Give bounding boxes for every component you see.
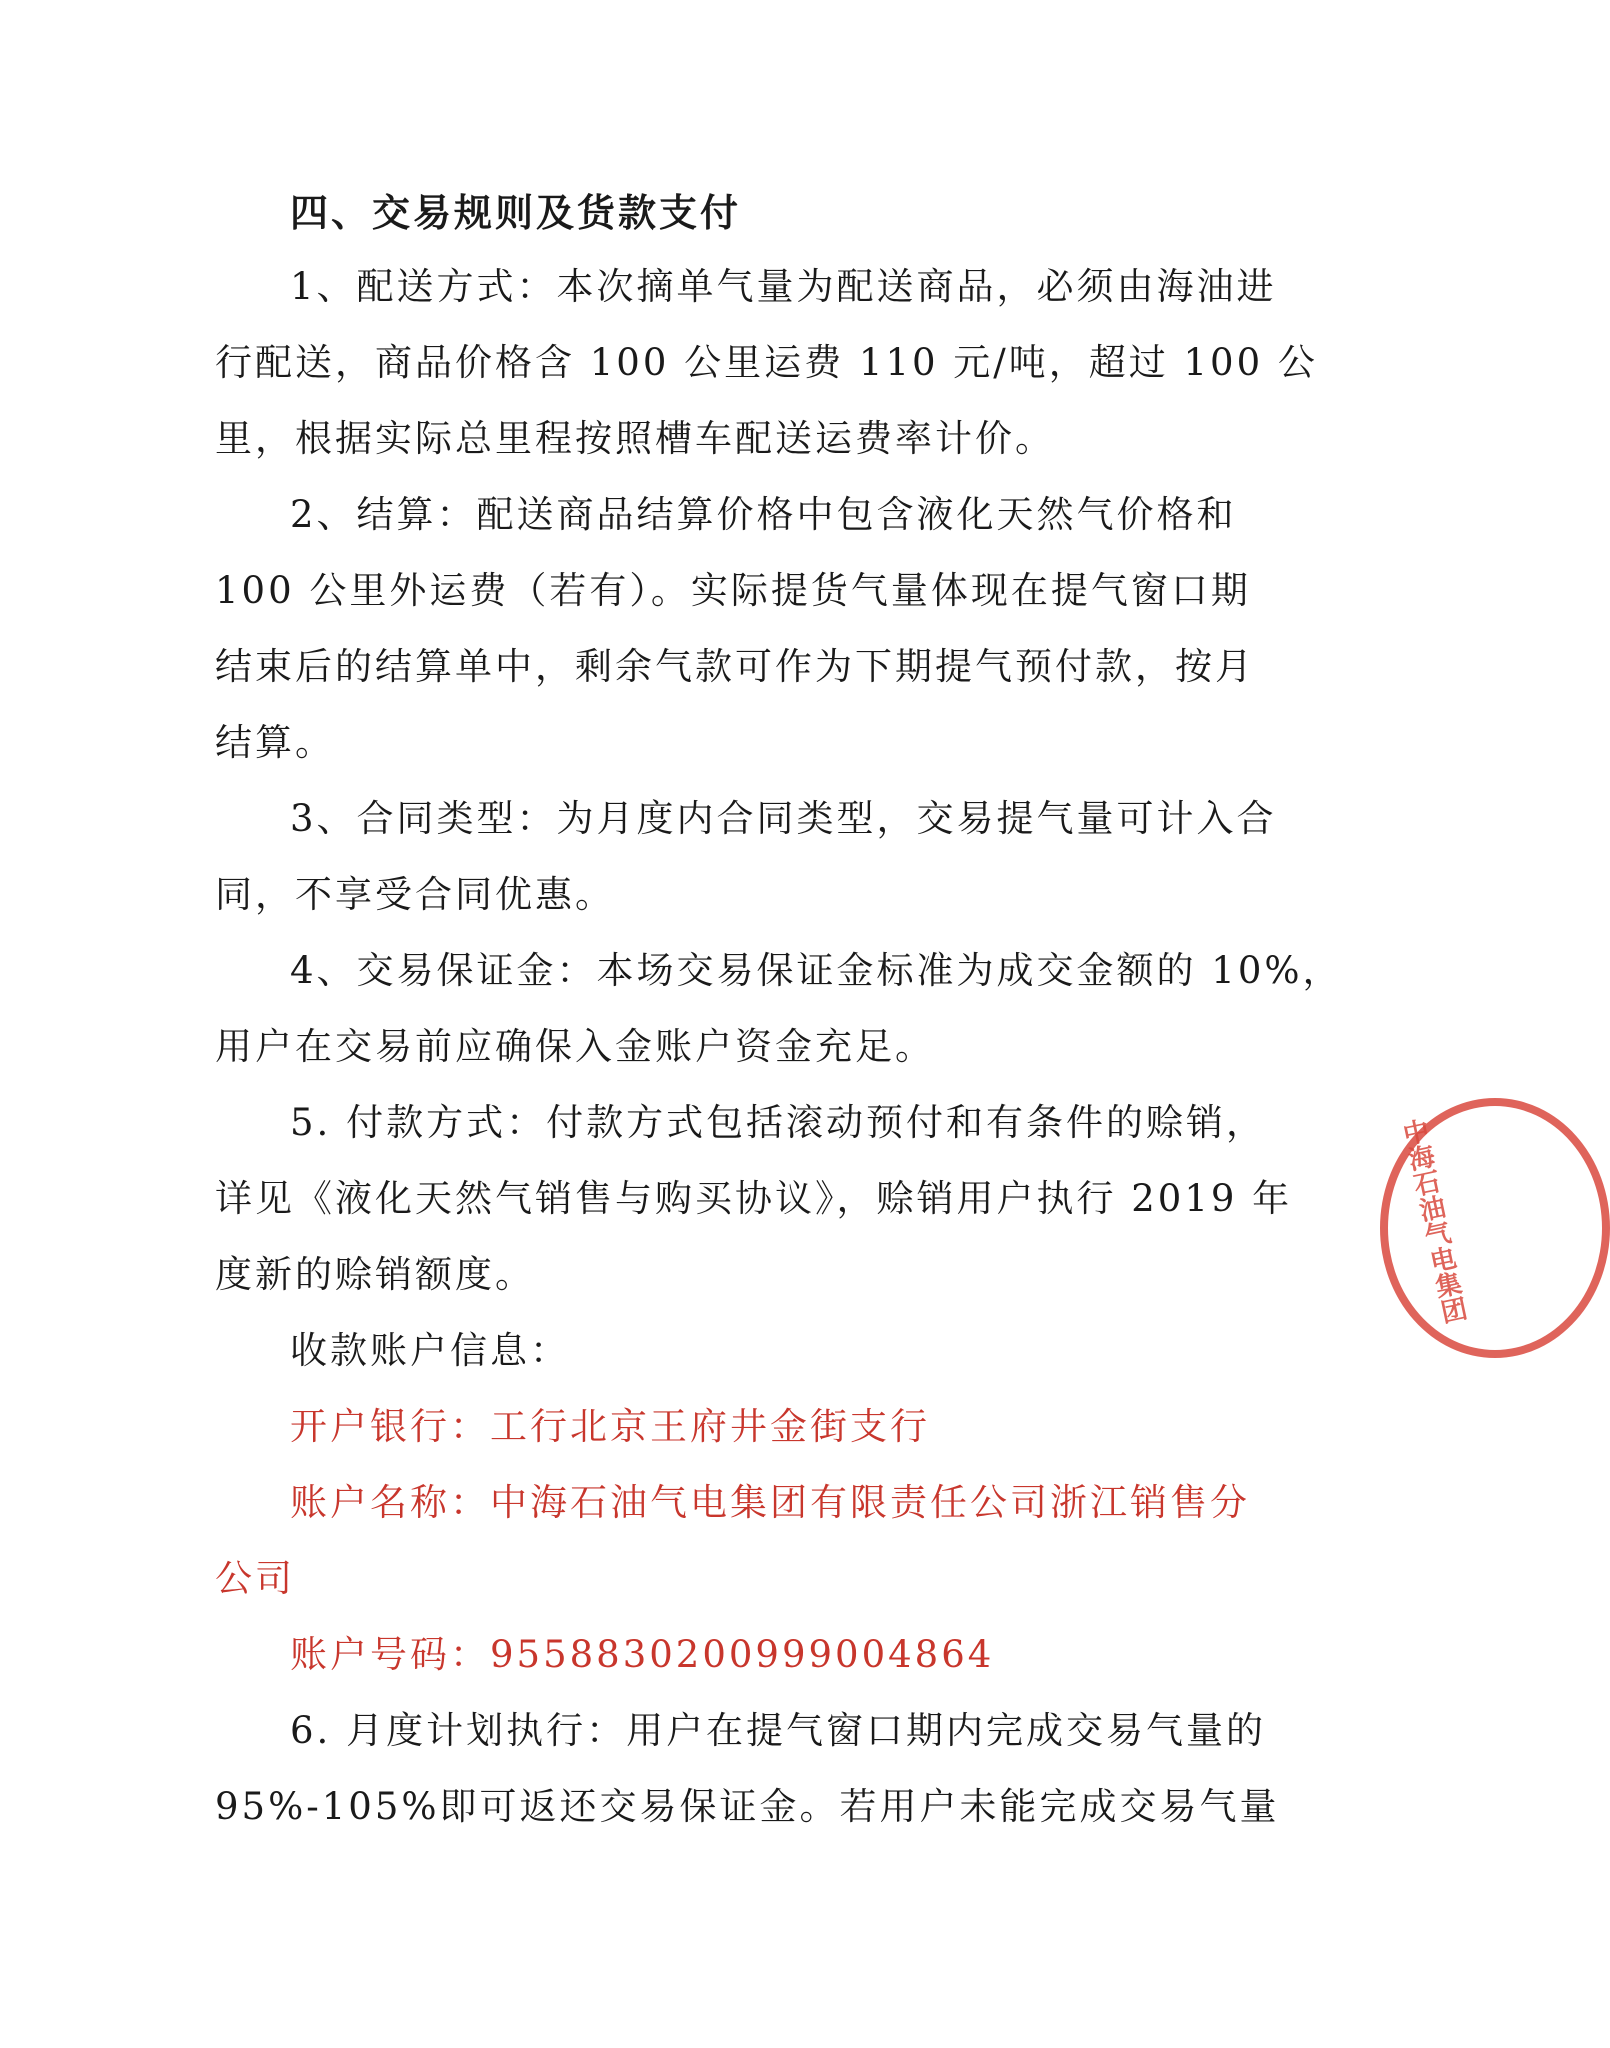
section-heading: 四、交易规则及货款支付 [290, 191, 742, 235]
item6-line1: 6. 月度计划执行：用户在提气窗口期内完成交易气量的 [290, 1709, 1267, 1752]
item2-line1: 2、结算：配送商品结算价格中包含液化天然气价格和 [290, 493, 1237, 536]
item3-line1: 3、合同类型：为月度内合同类型，交易提气量可计入合 [290, 797, 1277, 840]
account-name-line2: 公司 [215, 1557, 295, 1600]
item4-line2: 用户在交易前应确保入金账户资金充足。 [215, 1025, 935, 1068]
seal-text: 中海石油气电集团 [1396, 1116, 1469, 1327]
item2-line3: 结束后的结算单中，剩余气款可作为下期提气预付款，按月 [215, 645, 1255, 688]
item4-line1: 4、交易保证金：本场交易保证金标准为成交金额的 10%， [290, 949, 1343, 992]
item5-line2: 详见《液化天然气销售与购买协议》，赊销用户执行 2019 年 [215, 1177, 1293, 1220]
account-header: 收款账户信息： [290, 1329, 570, 1372]
account-name-line1: 账户名称：中海石油气电集团有限责任公司浙江销售分 [290, 1481, 1250, 1524]
item6-line2: 95%-105%即可返还交易保证金。若用户未能完成交易气量 [215, 1785, 1280, 1828]
account-number: 账户号码：9558830200999004864 [290, 1633, 995, 1676]
item1-line3: 里，根据实际总里程按照槽车配送运费率计价。 [215, 417, 1055, 460]
item1-line1: 1、配送方式：本次摘单气量为配送商品，必须由海油进 [290, 265, 1277, 308]
item2-line4: 结算。 [215, 721, 335, 764]
item3-line2: 同，不享受合同优惠。 [215, 873, 615, 916]
item5-line3: 度新的赊销额度。 [215, 1253, 535, 1296]
item5-line1: 5. 付款方式：付款方式包括滚动预付和有条件的赊销， [290, 1101, 1267, 1144]
item1-line2: 行配送，商品价格含 100 公里运费 110 元/吨，超过 100 公 [215, 341, 1318, 384]
item2-line2: 100 公里外运费（若有）。实际提货气量体现在提气窗口期 [215, 569, 1251, 612]
account-bank: 开户银行：工行北京王府井金街支行 [290, 1405, 930, 1448]
